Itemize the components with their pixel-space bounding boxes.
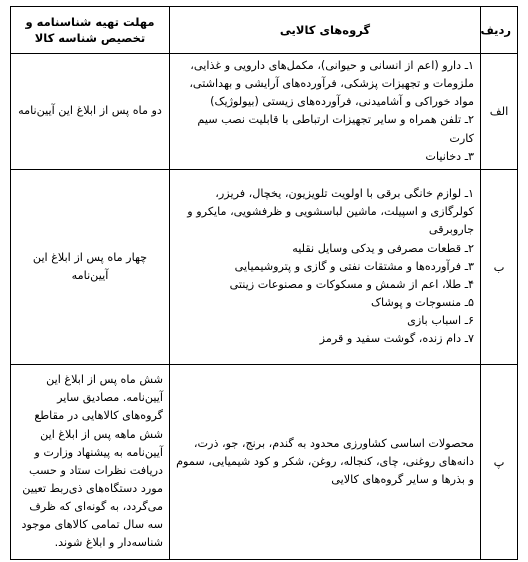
table-header-row	[11, 7, 518, 54]
product-groups-table	[10, 6, 518, 560]
list-item: ۵ـ منسوجات و پوشاک	[370, 296, 474, 310]
list-item: ۱ـ لوازم خانگی برقی با اولویت تلویزیون، یخچال، فریزر، کولرگازی و اسپیلت، ماشین لباسشویی و ظرفشویی، مایکرو و جاروبرقی	[187, 187, 474, 237]
header-code: ردیف	[481, 7, 518, 54]
list-item: ۷ـ دام زنده، گوشت سفید و قرمز	[319, 332, 474, 346]
row-groups	[170, 54, 481, 170]
row-code: پ	[481, 364, 518, 559]
table-row	[11, 169, 518, 364]
row-groups	[170, 169, 481, 364]
list-item: ۱ـ دارو (اعم از انسانی و حیوانی)، مکمل‌های دارویی و غذایی، ملزومات و تجهیزات پزشکی، فرآورده‌های آرایشی و بهداشتی، مواد خوراکی و آشامیدنی، فرآورده‌های زیستی (بیولوژیک)	[189, 59, 474, 109]
row-groups	[170, 364, 481, 559]
list-item: ۳ـ فرآورده‌ها و مشتقات نفتی و گازی و پتروشیمیایی	[234, 259, 474, 273]
list-item: ۲ـ قطعات مصرفی و یدکی وسایل نقلیه	[292, 241, 474, 255]
list-item: ۴ـ طلا، اعم از شمش و مسکوکات و مصنوعات زینتی	[229, 277, 474, 291]
list-item: ۲ـ تلفن همراه و سایر تجهیزات ارتباطی با قابلیت نصب سیم کارت	[197, 113, 474, 145]
header-deadline: مهلت تهیه شناسنامه و تخصیص شناسه کالا	[11, 7, 170, 54]
row-deadline: چهار ماه پس از ابلاغ این آیین‌نامه	[11, 169, 170, 364]
list-item: ۶ـ اسباب بازی	[407, 314, 474, 328]
document-page	[10, 6, 517, 560]
table-row	[11, 364, 518, 559]
row-code: ب	[481, 169, 518, 364]
list-item: ۳ـ دخانیات	[425, 149, 474, 163]
list-item: محصولات اساسی کشاورزی محدود به گندم، برنج، جو، ذرت، دانه‌های روغنی، چای، کنجاله، روغن، شکر و کود شیمیایی، سموم و بذرها و سایر گروه‌های کالایی	[176, 436, 474, 486]
table-row	[11, 54, 518, 170]
row-code: الف	[481, 54, 518, 170]
header-groups: گروه‌های کالایی	[170, 7, 481, 54]
row-deadline: دو ماه پس از ابلاغ این آیین‌نامه	[11, 54, 170, 170]
row-deadline: شش ماه پس از ابلاغ این آیین‌نامه. مصادیق سایر گروه‌های کالاهایی در مقاطع شش ماهه پس از ابلاغ این آیین‌نامه به پیشنهاد وزارت و دریافت نظرات ستاد و حسب مورد دستگاه‌های ذی‌ربط تعیین می‌گردد، به گونه‌ای که ظرف سه سال تمامی کالاهای موجود شناسه‌دار و ابلاغ شوند.	[11, 364, 170, 559]
